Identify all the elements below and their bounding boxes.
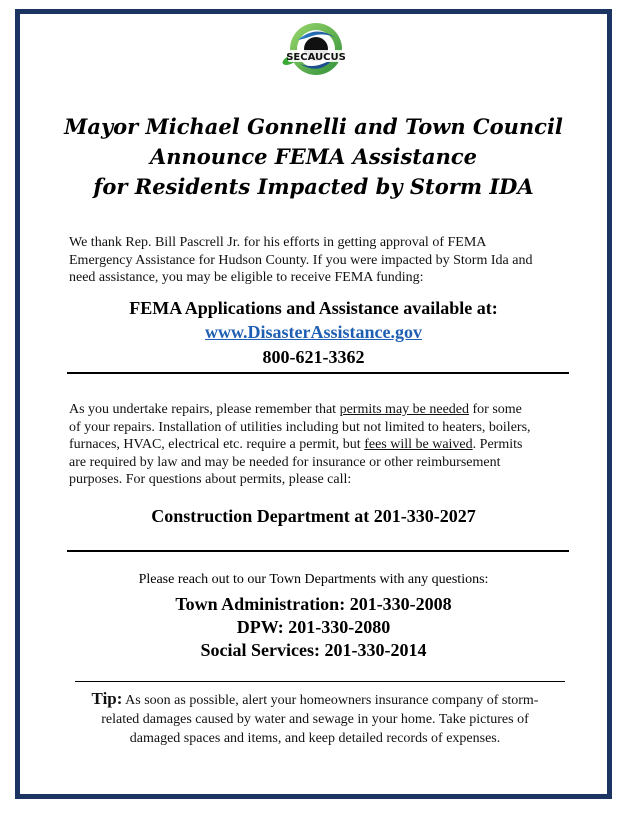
divider-3 [75,681,565,682]
fema-phone: 800-621-3362 [262,347,365,367]
intro-line-1: We thank Rep. Bill Pascrell Jr. for his efforts in getting approval of FEMA [69,235,487,250]
tip-box [60,689,570,748]
social-services-phone: Social Services: 201-330-2014 [200,640,427,660]
intro-line-2: Emergency Assistance for Hudson County. If you were impacted by Storm Ida and [69,252,533,268]
permits-line-1 [69,401,569,419]
headline [0,112,627,202]
tip-text: As soon as possible, alert your homeowners insurance company of storm- [122,693,539,708]
permits-text: for some [469,402,522,417]
permits-paragraph [69,401,569,489]
permits-line-3 [69,436,569,454]
town-administration-phone: Town Administration: 201-330-2008 [175,594,452,614]
headline-line-2: Announce FEMA Assistance [149,144,478,169]
permits-line-4: are required by law and may be needed for insurance or other reimbursement [69,454,501,470]
construction-department: Construction Department at 201-330-2027 [151,506,476,526]
secaucus-logo [268,20,358,82]
tip-label: Tip: [91,689,123,708]
fema-heading: FEMA Applications and Assistance available at: [129,298,498,318]
dpw-phone: DPW: 201-330-2080 [236,617,391,637]
intro-paragraph [69,234,569,287]
divider-1 [67,372,569,374]
divider-2 [67,550,569,552]
tip-line-3: damaged spaces and items, and keep detailed records of expenses. [129,731,501,746]
fema-website-link[interactable]: www.DisasterAssistance.gov [205,322,422,342]
permits-needed-underlined: permits may be needed [339,402,470,417]
permits-text: As you undertake repairs, please remember that [69,402,340,417]
fees-waived-underlined: fees will be waived [364,437,473,452]
tip-line-1 [60,689,570,710]
permits-line-5: purposes. For questions about permits, please call: [69,472,352,487]
departments-intro: Please reach out to our Town Departments with any questions: [138,572,489,587]
headline-line-3: for Residents Impacted by Storm IDA [93,174,534,199]
permits-text: furnaces, HVAC, electrical etc. require a permit, but [69,437,365,452]
permits-text: . Permits [472,437,523,452]
fema-website-row [0,322,627,343]
headline-line-1: Mayor Michael Gonnelli and Town Council [64,114,563,139]
permits-line-2: of your repairs. Installation of utilities including but not limited to heaters, boilers, [69,419,531,435]
tip-line-2: related damages caused by water and sewage in your home. Take pictures of [101,712,529,727]
intro-line-3: need assistance, you may be eligible to receive FEMA funding: [69,270,424,285]
logo-text: SECAUCUS [286,52,346,63]
